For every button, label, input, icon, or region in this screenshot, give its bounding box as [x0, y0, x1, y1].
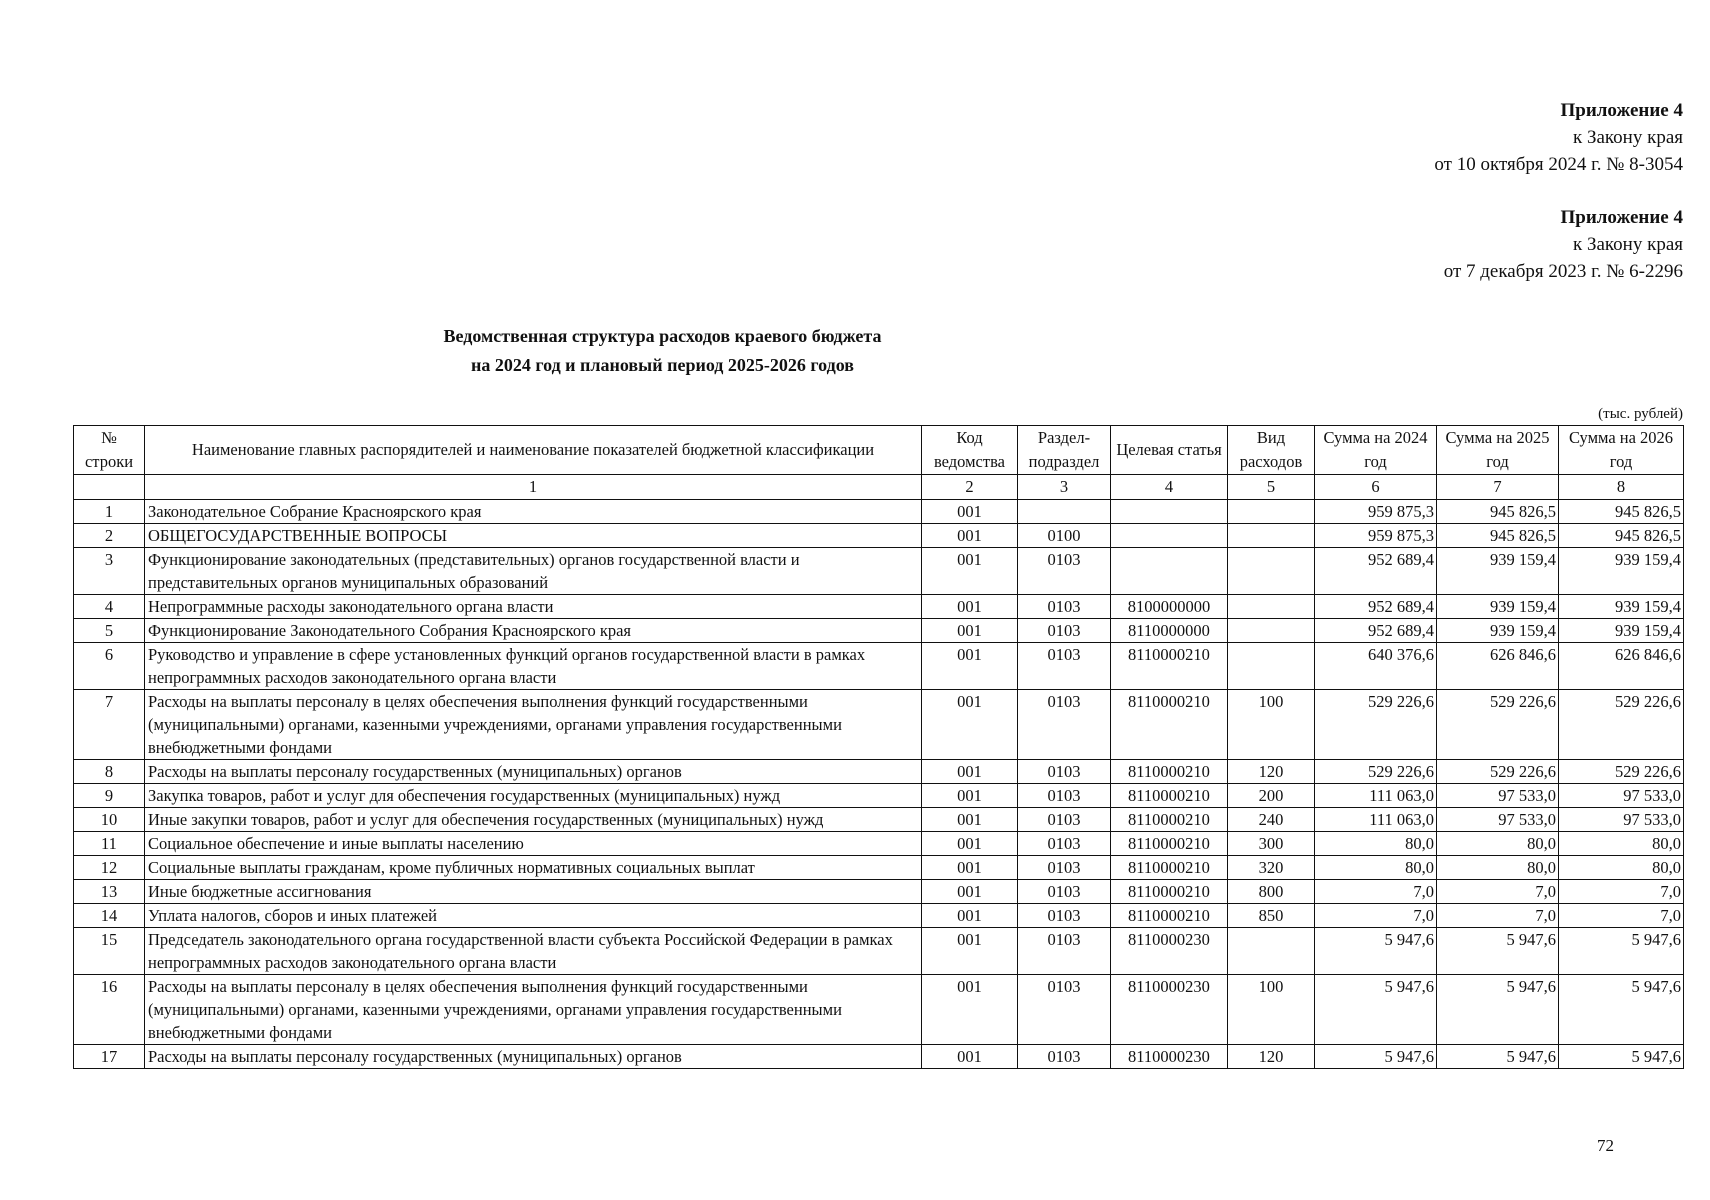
cell-sum-2025: 945 826,5: [1437, 500, 1559, 524]
table-row: [74, 832, 1684, 856]
column-number: 2: [922, 475, 1018, 500]
cell-sum-2025: 7,0: [1437, 904, 1559, 928]
table-row: [74, 690, 1684, 760]
cell-target-item: 8110000210: [1111, 904, 1228, 928]
cell-row-name: Непрограммные расходы законодательного органа власти: [145, 595, 922, 619]
cell-expense-type: 300: [1228, 832, 1315, 856]
cell-sum-2024: 529 226,6: [1315, 690, 1437, 760]
cell-expense-type: [1228, 595, 1315, 619]
col-header-row-number: № строки: [74, 426, 145, 475]
cell-dept-code: 001: [922, 808, 1018, 832]
cell-target-item: [1111, 524, 1228, 548]
cell-sum-2025: 945 826,5: [1437, 524, 1559, 548]
cell-sum-2025: 80,0: [1437, 832, 1559, 856]
cell-dept-code: 001: [922, 524, 1018, 548]
col-header-section: Раздел-подраздел: [1018, 426, 1111, 475]
cell-target-item: 8110000210: [1111, 856, 1228, 880]
document-title: Ведомственная структура расходов краевого бюджета: [443, 326, 882, 346]
appendix-law-ref: к Закону края: [1572, 234, 1683, 255]
col-header-expense-type: Вид расходов: [1228, 426, 1315, 475]
cell-row-name: Председатель законодательного органа государственной власти субъекта Российской Федерации в рамках непрограммных расходов законодательного органа власти: [145, 928, 922, 975]
cell-sum-2026: 5 947,6: [1559, 928, 1684, 975]
cell-section-code: 0103: [1018, 928, 1111, 975]
cell-dept-code: 001: [922, 548, 1018, 595]
appendix-header-original: [1444, 204, 1683, 285]
cell-sum-2025: 529 226,6: [1437, 690, 1559, 760]
col-header-sum-2026: Сумма на 2026 год: [1559, 426, 1684, 475]
cell-sum-2024: 5 947,6: [1315, 975, 1437, 1045]
cell-target-item: 8110000000: [1111, 619, 1228, 643]
table-row: [74, 760, 1684, 784]
appendix-title: Приложение 4: [1560, 207, 1683, 228]
page-number: 72: [1597, 1136, 1614, 1155]
column-number: 6: [1315, 475, 1437, 500]
column-number: 3: [1018, 475, 1111, 500]
cell-row-name: Законодательное Собрание Красноярского края: [145, 500, 922, 524]
cell-row-number: 2: [74, 524, 145, 548]
cell-target-item: [1111, 548, 1228, 595]
cell-sum-2024: 7,0: [1315, 880, 1437, 904]
cell-expense-type: [1228, 643, 1315, 690]
cell-sum-2026: 529 226,6: [1559, 690, 1684, 760]
cell-expense-type: [1228, 619, 1315, 643]
cell-sum-2024: 529 226,6: [1315, 760, 1437, 784]
cell-row-name: Функционирование Законодательного Собрания Красноярского края: [145, 619, 922, 643]
cell-row-name: Иные бюджетные ассигнования: [145, 880, 922, 904]
cell-row-name: ОБЩЕГОСУДАРСТВЕННЫЕ ВОПРОСЫ: [145, 524, 922, 548]
cell-row-number: 7: [74, 690, 145, 760]
cell-section-code: 0100: [1018, 524, 1111, 548]
cell-sum-2024: 952 689,4: [1315, 595, 1437, 619]
cell-sum-2024: 952 689,4: [1315, 619, 1437, 643]
cell-row-number: 1: [74, 500, 145, 524]
cell-row-name: Расходы на выплаты персоналу в целях обеспечения выполнения функций государственными (муниципальными) органами, казенными учреждениями, органами управления государственными внебюджетными фондами: [145, 975, 922, 1045]
appendix-header-current: [1434, 97, 1683, 178]
cell-expense-type: 800: [1228, 880, 1315, 904]
cell-dept-code: 001: [922, 619, 1018, 643]
cell-sum-2025: 7,0: [1437, 880, 1559, 904]
cell-dept-code: 001: [922, 975, 1018, 1045]
appendix-law-date: от 7 декабря 2023 г. № 6-2296: [1443, 261, 1683, 282]
cell-row-name: Расходы на выплаты персоналу государственных (муниципальных) органов: [145, 760, 922, 784]
cell-section-code: 0103: [1018, 643, 1111, 690]
cell-dept-code: 001: [922, 904, 1018, 928]
units-label: (тыс. рублей): [1598, 406, 1683, 422]
cell-section-code: 0103: [1018, 690, 1111, 760]
cell-sum-2024: 952 689,4: [1315, 548, 1437, 595]
cell-sum-2026: 945 826,5: [1559, 500, 1684, 524]
cell-section-code: [1018, 500, 1111, 524]
cell-row-number: 17: [74, 1045, 145, 1069]
cell-sum-2024: 5 947,6: [1315, 1045, 1437, 1069]
cell-dept-code: 001: [922, 856, 1018, 880]
cell-expense-type: [1228, 524, 1315, 548]
cell-sum-2024: 5 947,6: [1315, 928, 1437, 975]
cell-target-item: 8100000000: [1111, 595, 1228, 619]
cell-expense-type: 850: [1228, 904, 1315, 928]
cell-sum-2024: 959 875,3: [1315, 524, 1437, 548]
table-row: [74, 808, 1684, 832]
cell-row-number: 8: [74, 760, 145, 784]
cell-row-number: 6: [74, 643, 145, 690]
table-row: [74, 524, 1684, 548]
cell-sum-2026: 529 226,6: [1559, 760, 1684, 784]
cell-sum-2026: 939 159,4: [1559, 619, 1684, 643]
col-header-sum-2025: Сумма на 2025 год: [1437, 426, 1559, 475]
cell-expense-type: 240: [1228, 808, 1315, 832]
table-row: [74, 928, 1684, 975]
appendix-title: Приложение 4: [1560, 100, 1683, 121]
cell-sum-2025: 5 947,6: [1437, 928, 1559, 975]
table-row: [74, 643, 1684, 690]
cell-section-code: 0103: [1018, 784, 1111, 808]
cell-section-code: 0103: [1018, 832, 1111, 856]
column-number: 5: [1228, 475, 1315, 500]
cell-dept-code: 001: [922, 643, 1018, 690]
cell-target-item: 8110000210: [1111, 784, 1228, 808]
cell-section-code: 0103: [1018, 856, 1111, 880]
cell-sum-2025: 939 159,4: [1437, 619, 1559, 643]
cell-section-code: 0103: [1018, 808, 1111, 832]
cell-row-name: Расходы на выплаты персоналу в целях обеспечения выполнения функций государственными (муниципальными) органами, казенными учреждениями, органами управления государственными внебюджетными фондами: [145, 690, 922, 760]
cell-section-code: 0103: [1018, 1045, 1111, 1069]
cell-sum-2025: 939 159,4: [1437, 548, 1559, 595]
cell-expense-type: [1228, 548, 1315, 595]
cell-target-item: 8110000210: [1111, 760, 1228, 784]
cell-row-name: Уплата налогов, сборов и иных платежей: [145, 904, 922, 928]
cell-sum-2024: 80,0: [1315, 832, 1437, 856]
cell-row-number: 3: [74, 548, 145, 595]
table-row: [74, 500, 1684, 524]
cell-row-number: 12: [74, 856, 145, 880]
cell-sum-2026: 97 533,0: [1559, 808, 1684, 832]
cell-expense-type: 120: [1228, 1045, 1315, 1069]
cell-sum-2026: 626 846,6: [1559, 643, 1684, 690]
cell-dept-code: 001: [922, 784, 1018, 808]
cell-sum-2025: 97 533,0: [1437, 784, 1559, 808]
cell-dept-code: 001: [922, 760, 1018, 784]
cell-row-name: Руководство и управление в сфере установленных функций органов государственной власти в рамках непрограммных расходов законодательного органа власти: [145, 643, 922, 690]
cell-sum-2024: 80,0: [1315, 856, 1437, 880]
cell-expense-type: [1228, 500, 1315, 524]
cell-expense-type: 200: [1228, 784, 1315, 808]
cell-section-code: 0103: [1018, 619, 1111, 643]
cell-target-item: 8110000210: [1111, 690, 1228, 760]
cell-row-number: 16: [74, 975, 145, 1045]
cell-target-item: 8110000230: [1111, 928, 1228, 975]
cell-target-item: 8110000210: [1111, 808, 1228, 832]
cell-sum-2025: 939 159,4: [1437, 595, 1559, 619]
cell-expense-type: 100: [1228, 975, 1315, 1045]
cell-sum-2025: 529 226,6: [1437, 760, 1559, 784]
cell-dept-code: 001: [922, 1045, 1018, 1069]
cell-section-code: 0103: [1018, 904, 1111, 928]
cell-expense-type: 320: [1228, 856, 1315, 880]
cell-row-number: 10: [74, 808, 145, 832]
cell-sum-2026: 5 947,6: [1559, 975, 1684, 1045]
table-row: [74, 595, 1684, 619]
cell-section-code: 0103: [1018, 595, 1111, 619]
cell-target-item: 8110000210: [1111, 880, 1228, 904]
cell-dept-code: 001: [922, 880, 1018, 904]
cell-row-number: 15: [74, 928, 145, 975]
table-row: [74, 619, 1684, 643]
cell-expense-type: 120: [1228, 760, 1315, 784]
column-number: 4: [1111, 475, 1228, 500]
column-number-row: [74, 475, 1684, 500]
column-number: 1: [145, 475, 922, 500]
appendix-law-date: от 10 октября 2024 г. № 8-3054: [1434, 154, 1683, 175]
cell-row-name: Функционирование законодательных (представительных) органов государственной власти и представительных органов муниципальных образований: [145, 548, 922, 595]
cell-sum-2024: 111 063,0: [1315, 808, 1437, 832]
cell-sum-2026: 939 159,4: [1559, 548, 1684, 595]
column-number: [74, 475, 145, 500]
cell-row-number: 11: [74, 832, 145, 856]
cell-sum-2026: 945 826,5: [1559, 524, 1684, 548]
document-subtitle: на 2024 год и плановый период 2025-2026 годов: [470, 355, 854, 375]
cell-row-name: Социальные выплаты гражданам, кроме публичных нормативных социальных выплат: [145, 856, 922, 880]
table-row: [74, 784, 1684, 808]
cell-sum-2025: 97 533,0: [1437, 808, 1559, 832]
cell-sum-2026: 97 533,0: [1559, 784, 1684, 808]
table-row: [74, 548, 1684, 595]
budget-table: [73, 425, 1684, 1069]
cell-dept-code: 001: [922, 928, 1018, 975]
cell-dept-code: 001: [922, 690, 1018, 760]
col-header-dept-code: Код ведомства: [922, 426, 1018, 475]
cell-sum-2024: 111 063,0: [1315, 784, 1437, 808]
cell-row-number: 14: [74, 904, 145, 928]
cell-row-name: Расходы на выплаты персоналу государственных (муниципальных) органов: [145, 1045, 922, 1069]
table-row: [74, 1045, 1684, 1069]
appendix-law-ref: к Закону края: [1572, 127, 1683, 148]
cell-sum-2025: 626 846,6: [1437, 643, 1559, 690]
column-number: 7: [1437, 475, 1559, 500]
cell-row-number: 13: [74, 880, 145, 904]
cell-dept-code: 001: [922, 595, 1018, 619]
cell-target-item: [1111, 500, 1228, 524]
cell-section-code: 0103: [1018, 760, 1111, 784]
cell-sum-2026: 7,0: [1559, 904, 1684, 928]
cell-dept-code: 001: [922, 832, 1018, 856]
column-number: 8: [1559, 475, 1684, 500]
cell-row-number: 9: [74, 784, 145, 808]
cell-expense-type: [1228, 928, 1315, 975]
cell-sum-2026: 80,0: [1559, 856, 1684, 880]
cell-sum-2026: 7,0: [1559, 880, 1684, 904]
col-header-target-item: Целевая статья: [1111, 426, 1228, 475]
cell-dept-code: 001: [922, 500, 1018, 524]
cell-sum-2025: 80,0: [1437, 856, 1559, 880]
cell-section-code: 0103: [1018, 975, 1111, 1045]
cell-row-number: 4: [74, 595, 145, 619]
cell-sum-2025: 5 947,6: [1437, 975, 1559, 1045]
cell-target-item: 8110000210: [1111, 643, 1228, 690]
table-row: [74, 975, 1684, 1045]
cell-target-item: 8110000230: [1111, 975, 1228, 1045]
cell-target-item: 8110000210: [1111, 832, 1228, 856]
table-row: [74, 904, 1684, 928]
cell-sum-2024: 7,0: [1315, 904, 1437, 928]
col-header-sum-2024: Сумма на 2024 год: [1315, 426, 1437, 475]
cell-section-code: 0103: [1018, 880, 1111, 904]
table-row: [74, 880, 1684, 904]
cell-sum-2025: 5 947,6: [1437, 1045, 1559, 1069]
cell-row-name: Закупка товаров, работ и услуг для обеспечения государственных (муниципальных) нужд: [145, 784, 922, 808]
cell-row-number: 5: [74, 619, 145, 643]
col-header-name: Наименование главных распорядителей и наименование показателей бюджетной классификации: [145, 426, 922, 475]
cell-sum-2026: 939 159,4: [1559, 595, 1684, 619]
table-header-row: [74, 426, 1684, 475]
cell-row-name: Иные закупки товаров, работ и услуг для обеспечения государственных (муниципальных) нужд: [145, 808, 922, 832]
cell-row-name: Социальное обеспечение и иные выплаты населению: [145, 832, 922, 856]
cell-expense-type: 100: [1228, 690, 1315, 760]
cell-target-item: 8110000230: [1111, 1045, 1228, 1069]
cell-sum-2026: 80,0: [1559, 832, 1684, 856]
cell-sum-2026: 5 947,6: [1559, 1045, 1684, 1069]
cell-section-code: 0103: [1018, 548, 1111, 595]
cell-sum-2024: 959 875,3: [1315, 500, 1437, 524]
cell-sum-2024: 640 376,6: [1315, 643, 1437, 690]
table-row: [74, 856, 1684, 880]
